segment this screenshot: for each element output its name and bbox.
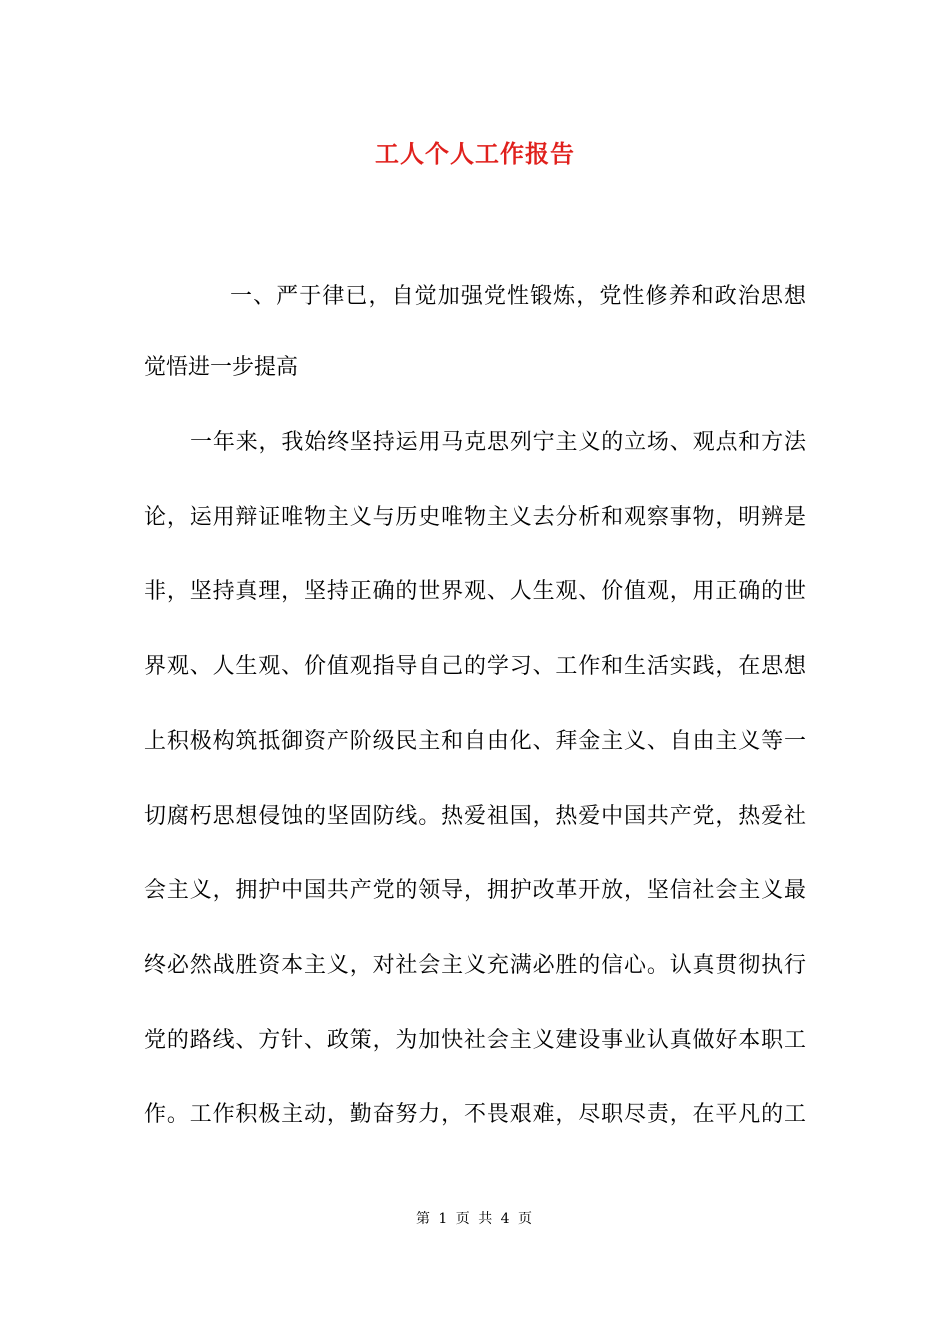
- paragraph-line-9: 党的路线、方针、政策，为加快社会主义建设事业认真做好本职工: [144, 1028, 806, 1053]
- heading-line-2: 觉悟进一步提高: [144, 355, 299, 380]
- paragraph-line-1: 一年来，我始终坚持运用马克思列宁主义的立场、观点和方法: [190, 430, 806, 455]
- paragraph-line-2: 论，运用辩证唯物主义与历史唯物主义去分析和观察事物，明辨是: [144, 505, 806, 530]
- paragraph-line-8: 终必然战胜资本主义，对社会主义充满必胜的信心。认真贯彻执行: [144, 953, 806, 978]
- paragraph-line-5: 上积极构筑抵御资产阶级民主和自由化、拜金主义、自由主义等一: [144, 729, 806, 754]
- paragraph-line-3: 非，坚持真理，坚持正确的世界观、人生观、价值观，用正确的世: [144, 579, 806, 604]
- heading-line-1: 一、严于律已，自觉加强党性锻炼，党性修养和政治思想: [230, 284, 806, 309]
- paragraph-line-4: 界观、人生观、价值观指导自己的学习、工作和生活实践，在思想: [144, 654, 806, 679]
- paragraph-line-10: 作。工作积极主动，勤奋努力，不畏艰难，尽职尽责，在平凡的工: [144, 1102, 806, 1127]
- paragraph-line-7: 会主义，拥护中国共产党的领导，拥护改革开放，坚信社会主义最: [144, 878, 806, 903]
- paragraph-line-6: 切腐朽思想侵蚀的坚固防线。热爱祖国，热爱中国共产党，热爱社: [144, 804, 806, 829]
- document-title: 工人个人工作报告: [375, 139, 575, 168]
- page-footer: 第 1 页 共 4 页: [415, 1211, 535, 1227]
